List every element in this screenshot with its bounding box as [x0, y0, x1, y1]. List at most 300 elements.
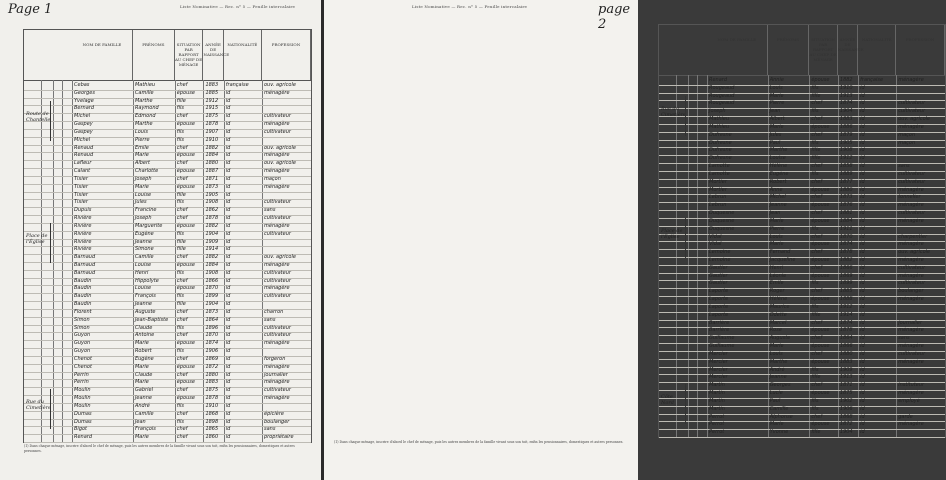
cell-rel: épouse	[176, 222, 195, 229]
cell-name: Simon	[74, 324, 90, 331]
cell-prof: charron	[264, 308, 284, 315]
cell-year: 1908	[205, 269, 219, 276]
cell-first: Marthe	[769, 147, 788, 154]
cell-name: Dufresne	[709, 155, 732, 162]
cell-year: 1910	[839, 84, 853, 91]
cell-nat: id	[860, 343, 865, 350]
cell-name: Duquesne	[709, 225, 735, 232]
cell-rel: chef	[176, 434, 188, 441]
cell-first: Louise	[134, 191, 152, 198]
cell-rel: fils	[811, 303, 819, 310]
footnote-left: (1) Dans chaque ménage, inscrire d'abord le chef de ménage, puis les autres membres de la famille vivant sous son toit, enfin les pensionnaires, domestiques et autres personnes.	[24, 444, 295, 453]
cell-nat: id	[860, 390, 865, 397]
grouping-brace	[685, 384, 688, 424]
cell-year: 1882	[839, 77, 853, 83]
cell-name: Tixier	[74, 191, 88, 198]
cell-nat: id	[860, 264, 865, 271]
column-header: ANNÉE DE NAISSANCE	[838, 25, 858, 75]
cell-year: 1888	[839, 296, 853, 303]
column-header: NATIONALITÉ	[224, 30, 262, 80]
cell-year: 1876	[839, 202, 853, 209]
cell-prof: ménagère	[264, 363, 290, 370]
cell-prof: tonnelier	[898, 194, 921, 201]
cell-name: Renaud	[74, 152, 94, 159]
cell-year: 1868	[205, 410, 219, 417]
cell-first: Alphonse	[769, 413, 793, 420]
cell-first: André	[134, 402, 150, 409]
cell-rel: fils	[811, 139, 819, 146]
cell-prof: cultivateur	[898, 350, 926, 357]
cell-prof: maçon	[264, 175, 281, 182]
cell-nat: id	[225, 355, 231, 362]
cell-rel: chef	[176, 426, 188, 433]
cell-year: 1880	[839, 350, 853, 357]
cell-prof: cultivateur	[264, 269, 291, 276]
cell-name: Gaspey	[74, 121, 93, 128]
cell-first: Louis	[769, 350, 783, 357]
cell-rel: épouse	[811, 123, 830, 130]
cell-year: 1877	[839, 178, 853, 185]
cell-name: Dufresne	[709, 147, 732, 154]
cell-first: Emile	[134, 144, 149, 151]
cell-year: 1899	[205, 293, 219, 300]
cell-name: Lemoine	[709, 249, 731, 256]
cell-year: 1858	[839, 163, 853, 170]
cell-first: Jacqueline	[769, 257, 796, 263]
cell-name: Rivière	[74, 238, 92, 245]
cell-prof: épicière	[264, 410, 284, 417]
cell-prof: ouv. agricole	[264, 160, 296, 167]
cell-nat: id	[225, 175, 231, 182]
cell-year: 1865	[205, 426, 219, 433]
cell-first: Robert	[769, 178, 787, 185]
cell-year: 1915	[205, 105, 219, 112]
cell-year: 1875	[839, 390, 853, 397]
cell-prof: propriétaire	[264, 434, 294, 441]
cell-rel: fille	[176, 301, 186, 308]
cell-name: Renard	[709, 77, 728, 83]
cell-rel: chef	[176, 410, 188, 417]
cell-rel: fils	[176, 402, 184, 409]
cell-year: 1873	[839, 194, 853, 201]
cell-year: 1882	[205, 144, 219, 151]
cell-first: Gabriel	[134, 387, 153, 394]
cell-first: Maurice	[769, 303, 790, 310]
cell-rel: épouse	[176, 262, 195, 268]
cell-rel: épouse	[811, 257, 830, 263]
cell-first: Odette	[769, 311, 787, 318]
cell-name: Barrière	[709, 327, 730, 334]
cell-name: Dufresne	[709, 139, 732, 146]
cell-nat: française	[225, 82, 249, 88]
cell-first: Charlotte	[134, 168, 159, 175]
cell-prof: ménagère	[264, 340, 290, 347]
cell-prof: ménagère	[898, 123, 924, 130]
cell-rel: fille	[811, 429, 821, 436]
cell-prof: ménagère	[898, 296, 924, 303]
cell-first: Jules	[134, 199, 147, 206]
cell-first: Albert	[134, 160, 151, 167]
cell-rel: chef	[811, 178, 823, 185]
cell-first: Hélène	[769, 163, 788, 170]
cell-name: Gautier	[709, 264, 728, 271]
cell-prof: journalier	[264, 371, 288, 378]
cell-prof: cultivateur	[264, 128, 291, 135]
cell-prof: instituteur	[898, 382, 925, 389]
cell-rel: chef	[176, 254, 188, 261]
cell-nat: id	[860, 194, 865, 201]
cell-year: 1878	[839, 249, 853, 256]
cell-name: Rivière	[74, 215, 92, 222]
cell-first: Marie	[134, 363, 149, 370]
cell-rel: épouse	[811, 343, 830, 350]
cell-first: Henri	[134, 269, 149, 276]
cell-nat: id	[225, 293, 231, 300]
cell-name: Duquesne	[709, 210, 735, 217]
cell-rel: épouse	[176, 285, 195, 292]
cell-nat: id	[860, 147, 865, 154]
cell-name: Martin	[709, 397, 725, 404]
cell-name: Laporte	[709, 288, 729, 295]
cell-nat: id	[860, 413, 865, 420]
cell-prof: ménagère	[898, 241, 924, 248]
cell-first: Marie	[134, 379, 149, 386]
cell-rel: fille	[176, 97, 186, 104]
cell-year: 1886	[839, 123, 853, 130]
cell-prof: cultivateur	[898, 178, 926, 185]
cell-first: Henri	[769, 264, 784, 271]
cell-year: 1870	[839, 233, 853, 240]
cell-nat: id	[860, 186, 865, 193]
cell-year: 1914	[839, 311, 853, 318]
cell-prof: cultivateur	[264, 324, 291, 331]
cell-prof: ménagère	[264, 121, 290, 128]
cell-name: Moulin	[74, 402, 91, 409]
cell-rel: fils	[811, 170, 819, 177]
page-tag-left: Page 1	[8, 2, 53, 17]
cell-rel: épouse	[176, 152, 195, 159]
cell-rel: fils	[176, 128, 184, 135]
cell-prof: cultivateur	[898, 210, 926, 217]
cell-rel: chef	[176, 207, 188, 214]
cell-year: 1899	[839, 280, 853, 287]
cell-name: Dupuis	[74, 207, 92, 214]
cell-name: Bigot	[74, 426, 88, 433]
census-table-right	[658, 24, 946, 438]
cell-year: 1866	[205, 277, 219, 284]
cell-name: Dumas	[74, 410, 92, 417]
cell-first: Marie	[134, 183, 149, 190]
cell-name: Cebas	[74, 82, 90, 88]
cell-rel: chef	[811, 350, 823, 357]
cell-rel: chef	[811, 382, 823, 389]
cell-rel: chef	[811, 116, 823, 123]
cell-name: Guyon	[74, 340, 91, 347]
cell-year: 1904	[839, 429, 853, 436]
cell-rel: épouse	[176, 89, 195, 96]
cell-name: Martin	[709, 405, 725, 412]
cell-first: Jeanne	[134, 238, 152, 245]
cell-first: Marthe	[134, 97, 153, 104]
cell-year: 1909	[839, 366, 853, 373]
cell-nat: id	[225, 168, 231, 175]
cell-first: Antoine	[134, 332, 155, 339]
cell-rel: épouse	[176, 379, 195, 386]
cell-name: Laporte	[709, 303, 729, 310]
cell-nat: id	[860, 288, 865, 295]
cell-name: Perrot	[709, 413, 725, 420]
cell-prof: ménagère	[264, 89, 290, 96]
cell-first: Hippolyte	[134, 277, 159, 284]
cell-rel: épouse	[811, 390, 830, 397]
cell-rel: chef	[811, 163, 823, 170]
cell-nat: id	[860, 311, 865, 318]
cell-prof: cultivateur	[898, 100, 926, 107]
cell-nat: id	[860, 296, 865, 303]
cell-nat: id	[860, 257, 865, 263]
cell-rel: chef	[176, 215, 188, 222]
cell-first: Hélène	[769, 296, 788, 303]
cell-nat: id	[225, 332, 231, 339]
cell-rel: fille	[176, 191, 186, 198]
cell-nat: id	[860, 327, 865, 334]
cell-rel: fils	[811, 397, 819, 404]
cell-prof: ménagère	[898, 77, 924, 83]
cell-year: 1885	[839, 288, 853, 295]
cell-prof: ménagère	[264, 285, 290, 292]
cell-prof: cultivateur	[264, 113, 291, 120]
cell-nat: id	[860, 303, 865, 310]
cell-first: Claude	[134, 371, 153, 378]
cell-rel: fils	[176, 230, 184, 237]
cell-first: Jeanne	[134, 395, 152, 402]
street-note: Rue du Cimetière	[661, 105, 687, 118]
cell-prof: ouv. agricole	[264, 82, 296, 88]
cell-name: Laporte	[709, 296, 729, 303]
cell-rel: chef	[811, 288, 823, 295]
cell-nat: id	[225, 395, 231, 402]
cell-name: Martin	[709, 382, 725, 389]
grouping-brace	[685, 218, 688, 258]
cell-name: Michel	[74, 113, 91, 120]
cell-name: Vidal	[709, 233, 722, 240]
cell-first: Marguerite	[134, 222, 163, 229]
cell-prof: cultivateur	[264, 332, 291, 339]
cell-nat: id	[860, 249, 865, 256]
cell-prof: ménagère	[898, 358, 924, 365]
cell-prof: journalier	[898, 319, 923, 326]
cell-year: 1910	[205, 136, 219, 143]
cell-first: Eugène	[769, 170, 789, 177]
cell-first: Marthe	[134, 121, 153, 128]
cell-name: Guyon	[74, 348, 91, 355]
cell-rel: chef	[176, 316, 188, 323]
cell-name: Barrière	[709, 319, 730, 326]
cell-prof: ménagère	[898, 217, 924, 224]
street-note: Place de l'Église	[661, 228, 683, 241]
cell-first: Marie	[134, 434, 149, 441]
cell-rel: fils	[176, 105, 184, 112]
cell-year: 1905	[205, 191, 219, 198]
cell-year: 1889	[839, 170, 853, 177]
cell-year: 1860	[205, 434, 219, 441]
cell-name: Barnaud	[74, 269, 96, 276]
cell-nat: id	[225, 340, 231, 347]
cell-rel: fils	[176, 418, 184, 425]
document-title-left: Liste Nominative — Rec. n° 5 — Feuille intercalaire	[180, 4, 296, 9]
cell-first: Annie	[769, 77, 784, 83]
cell-year: 1913	[839, 92, 853, 99]
cell-nat: id	[860, 350, 865, 357]
cell-year: 1884	[205, 262, 219, 268]
cell-first: Yvonne	[769, 429, 789, 436]
cell-first: Marie	[134, 340, 149, 347]
cell-prof: maçon	[898, 131, 916, 138]
cell-rel: fille	[811, 92, 821, 99]
cell-name: Rivière	[74, 230, 92, 237]
footnote-right: (1) Dans chaque ménage, inscrire d'abord le chef de ménage, puis les autres membres de la famille vivant sous son toit, enfin les pensionnaires, domestiques et autres personnes.	[334, 440, 624, 444]
cell-first: François	[134, 293, 156, 300]
column-header: NOM DE FAMILLE	[72, 30, 133, 80]
cell-nat: id	[225, 254, 231, 261]
cell-first: Louis	[769, 84, 783, 91]
cell-nat: id	[860, 421, 865, 428]
cell-year: 1870	[205, 332, 219, 339]
cell-name: Renard	[74, 434, 93, 441]
cell-nat: id	[860, 116, 865, 123]
cell-year: 1866	[839, 264, 853, 271]
cell-year: 1872	[839, 421, 853, 428]
cell-prof: ménagère	[898, 257, 924, 263]
cell-prof: ménagère	[898, 327, 924, 334]
cell-first: Robert	[134, 348, 152, 355]
grouping-brace	[50, 101, 53, 141]
cell-nat: id	[860, 170, 865, 177]
cell-nat: id	[225, 121, 231, 128]
right-page	[324, 0, 935, 480]
cell-rel: chef	[176, 308, 188, 315]
cell-first: Pierre	[769, 225, 785, 232]
cell-rel: fils	[176, 199, 184, 206]
cell-rel: chef	[176, 113, 188, 120]
cell-rel: épouse	[176, 363, 195, 370]
cell-rel: épouse	[811, 186, 830, 193]
cell-year: 1904	[205, 230, 219, 237]
cell-prof: sans	[264, 426, 276, 433]
cell-prof: ménagère	[264, 379, 290, 386]
cell-nat: id	[225, 238, 231, 245]
cell-name: Mortier	[709, 186, 727, 193]
cell-name: Calant	[74, 168, 91, 175]
cell-prof: boulanger	[898, 288, 924, 295]
cell-nat: id	[225, 418, 231, 425]
cell-first: Louis	[134, 128, 148, 135]
cell-name: Rivière	[74, 222, 92, 229]
cell-year: 1881	[839, 210, 853, 217]
cell-name: Rougeaud	[709, 92, 735, 99]
cell-name: Perrin	[74, 379, 89, 386]
cell-rel: chef	[176, 355, 188, 362]
cell-rel: épouse	[811, 296, 830, 303]
cell-first: Jules	[769, 131, 782, 138]
cell-nat: id	[225, 410, 231, 417]
cell-rel: chef	[176, 371, 188, 378]
cell-prof: ménagère	[898, 202, 924, 209]
cell-name: Mercier	[709, 350, 728, 357]
cell-prof: cultivateur	[264, 387, 291, 394]
cell-rel: chef	[811, 210, 823, 217]
cell-nat: id	[225, 301, 231, 308]
cell-nat: id	[225, 191, 231, 198]
cell-nat: id	[860, 241, 865, 248]
cell-nat: id	[860, 155, 865, 162]
cell-year: 1910	[205, 402, 219, 409]
cell-nat: id	[225, 136, 231, 143]
cell-nat: id	[225, 285, 231, 292]
cell-prof: boulanger	[264, 418, 290, 425]
cell-prof: ménagère	[898, 421, 924, 428]
cell-prof: cultivateur	[264, 199, 291, 206]
cell-rel: chef	[811, 413, 823, 420]
cell-rel: fille	[811, 311, 821, 318]
cell-year: 1887	[205, 168, 219, 175]
cell-prof: ménagère	[898, 186, 924, 193]
cell-year: 1878	[205, 121, 219, 128]
cell-first: Marie	[769, 217, 784, 224]
cell-prof: cultivateur	[898, 280, 926, 287]
cell-year: 1864	[205, 316, 219, 323]
cell-name: Lamotte	[709, 163, 730, 170]
cell-year: 1880	[205, 160, 219, 167]
cell-rel: épouse	[811, 217, 830, 224]
cell-name: Gaspey	[74, 128, 93, 135]
cell-prof: ménagère	[264, 183, 290, 190]
cell-first: Eugène	[134, 355, 154, 362]
cell-year: 1873	[205, 308, 219, 315]
cell-nat: id	[225, 434, 231, 441]
cell-rel: épouse	[176, 121, 195, 128]
cell-name: Baudin	[74, 301, 92, 308]
cell-year: 1883	[839, 116, 853, 123]
cell-rel: fils	[811, 108, 819, 115]
cell-rel: épouse	[811, 77, 830, 83]
cell-rel: chef	[176, 82, 188, 88]
cell-first: André	[769, 366, 785, 373]
cell-rel: fils	[811, 225, 819, 232]
cell-nat: id	[860, 272, 865, 279]
cell-prof: cultivateur	[264, 215, 291, 222]
cell-name: Gautier	[709, 272, 728, 279]
cell-rel: épouse	[176, 183, 195, 190]
cell-prof: ménagère	[264, 168, 290, 175]
cell-year: 1874	[205, 340, 219, 347]
cell-nat: id	[225, 426, 231, 433]
cell-prof: maçon	[898, 139, 916, 146]
cell-rel: épouse	[811, 421, 830, 428]
cell-year: 1878	[839, 327, 853, 334]
cell-first: Marie	[134, 152, 149, 159]
cell-year: 1912	[205, 97, 219, 104]
cell-rel: chef	[811, 335, 823, 342]
cell-nat: id	[225, 128, 231, 135]
cell-rel: fille	[176, 238, 186, 245]
column-header: PRÉNOMS	[133, 30, 175, 80]
cell-nat: id	[860, 429, 865, 436]
cell-rel: fils	[176, 348, 184, 355]
column-header: SITUATION PAR RAPPORT AU CHEF DE MÉNAGE	[175, 30, 204, 80]
cell-rel: fils	[176, 136, 184, 143]
cell-name: Georges	[74, 89, 95, 96]
